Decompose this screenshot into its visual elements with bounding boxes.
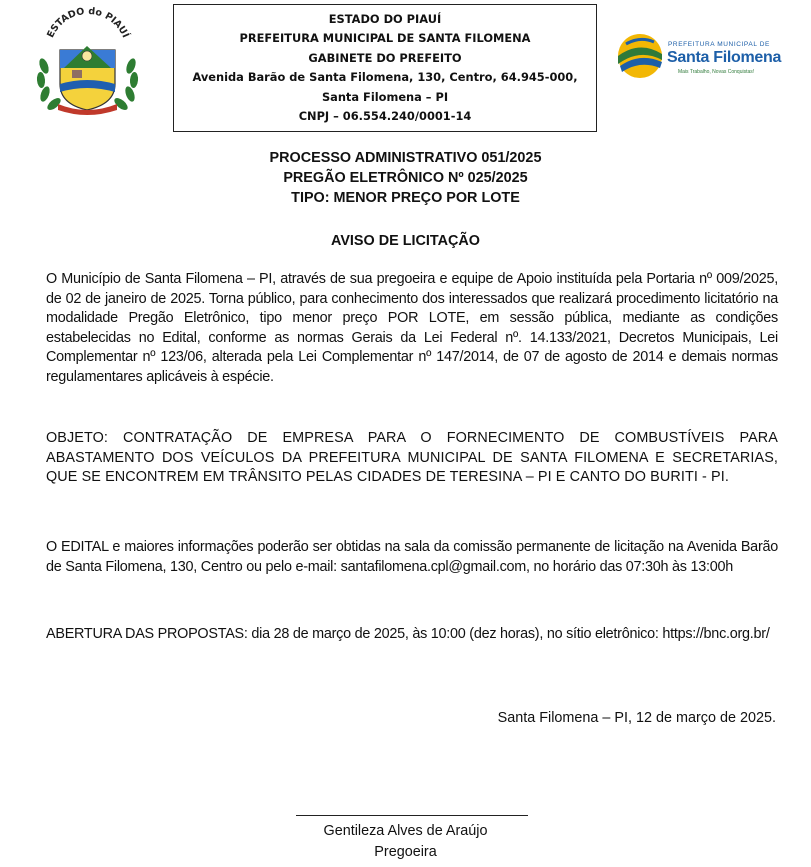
signature-block <box>0 821 811 863</box>
objeto-paragraph: OBJETO: CONTRATAÇÃO DE EMPRESA PARA O FORNECIMENTO DE COMBUSTÍVEIS PARA ABASTAMENTO DOS VEÍCULOS DA PREFEITURA MUNICIPAL DE SANTA FILOMENA E SECRETARIAS, QUE SE ENCONTREM EM TRÂNSITO PELAS CIDADES DE TERESINA – PI E CANTO DO BURITI - PI. <box>46 430 778 485</box>
process-number: PROCESSO ADMINISTRATIVO 051/2025 <box>269 150 542 166</box>
signatory-name: Gentileza Alves de Araújo <box>323 823 488 839</box>
intro-paragraph: O Município de Santa Filomena – PI, através de sua pregoeira e equipe de Apoio instituída pela Portaria nº 009/2025, de 02 de janeiro de 2025. Torna público, para conhecimento dos interessados que realizará procedimento licitatório na modalidade Pregão Eletrônico, tipo menor preço POR LOTE, em sessão pública, mediante as condições estabelecidas no Edital, conforme as normas Gerais da Lei Federal nº. 14.133/2021, Decretos Municipais, Lei Complementar nº 123/06, alterada pela Lei Complementar nº 147/2014, de 07 de agosto de 2014 e demais normas regulamentares aplicáveis à espécie. <box>46 271 778 385</box>
edital-paragraph: O EDITAL e maiores informações poderão ser obtidas na sala da comissão permanente de licitação na Avenida Barão de Santa Filomena, 130, Centro ou pelo e-mail: santafilomena.cpl@gmail.com, no horário das 07:30h às 13:00h <box>46 539 778 575</box>
logo-top-text: PREFEITURA MUNICIPAL DE <box>668 41 770 48</box>
signatory-role: Pregoeira <box>374 844 437 860</box>
logo-slogan: Mais Trabalho, Novas Conquistas! <box>678 69 755 75</box>
header-prefeitura: PREFEITURA MUNICIPAL DE SANTA FILOMENA <box>239 31 531 45</box>
aviso-heading: AVISO DE LICITAÇÃO <box>331 233 480 249</box>
header-state: ESTADO DO PIAUÍ <box>328 11 442 26</box>
pregao-number: PREGÃO ELETRÔNICO Nº 025/2025 <box>283 170 528 186</box>
seal-text: ESTADO do PIAUÍ <box>45 6 131 40</box>
header-city: Santa Filomena – PI <box>321 89 449 104</box>
abertura-paragraph: ABERTURA DAS PROPOSTAS: dia 28 de março de 2025, às 10:00 (dez horas), no sítio eletrônico: https://bnc.org.br/ <box>46 626 770 642</box>
header-address: Avenida Barão de Santa Filomena, 130, Centro, 64.945-000, <box>192 70 578 84</box>
header-gabinete: GABINETE DO PREFEITO <box>308 50 462 65</box>
signature-line <box>296 815 528 816</box>
logo-emblem-icon <box>616 32 664 80</box>
municipal-logo <box>616 30 796 82</box>
state-seal <box>30 6 145 116</box>
process-titles <box>0 148 811 208</box>
date-line: Santa Filomena – PI, 12 de março de 2025. <box>497 710 776 726</box>
header-box <box>173 4 597 132</box>
header-cnpj: CNPJ – 06.554.240/0001-14 <box>298 109 472 123</box>
tipo-line: TIPO: MENOR PREÇO POR LOTE <box>291 190 520 206</box>
logo-main-text: Santa Filomena <box>667 49 782 66</box>
